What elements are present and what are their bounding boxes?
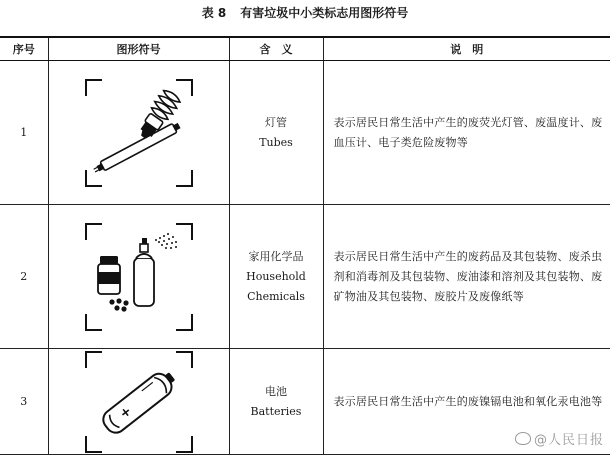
header-description: 说 明 <box>323 37 610 61</box>
symbol-cell <box>48 205 229 349</box>
meaning-en-line-2: Chemicals <box>247 289 305 303</box>
table-header-row <box>0 37 610 61</box>
meaning-zh: 家用化学品 <box>248 249 304 263</box>
row-number: 3 <box>0 349 48 455</box>
description-cell: 表示居民日常生活中产生的废药品及其包装物、废杀虫剂和消毒剂及其包装物、废油漆和溶剂及其包装物、废矿物油及其包装物、废胶片及废像纸等 <box>323 205 610 349</box>
watermark <box>515 429 604 448</box>
meaning-zh: 灯管 <box>265 115 287 129</box>
meaning-zh: 电池 <box>265 384 287 398</box>
meaning-cell <box>229 61 323 205</box>
table-row <box>0 205 610 349</box>
watermark-text: @人民日报 <box>533 433 604 448</box>
row-number: 2 <box>0 205 48 349</box>
meaning-en: Batteries <box>250 404 302 418</box>
row-number: 1 <box>0 61 48 205</box>
meaning-en: Tubes <box>259 135 293 149</box>
header-meaning: 含 义 <box>229 37 323 61</box>
table-caption <box>0 4 610 21</box>
symbol-cell <box>48 61 229 205</box>
header-symbol: 图形符号 <box>48 37 229 61</box>
symbol-cell <box>48 349 229 455</box>
medicine-bottle-and-spray-can-icon <box>84 222 194 332</box>
hazardous-waste-symbol-table <box>0 36 610 455</box>
weibo-logo-icon <box>515 432 531 445</box>
battery-icon <box>84 350 194 454</box>
fluorescent-tube-and-bulb-icon <box>84 78 194 188</box>
description-cell: 表示居民日常生活中产生的废镍镉电池和氧化汞电池等 <box>323 349 610 455</box>
description-cell: 表示居民日常生活中产生的废荧光灯管、废温度计、废血压计、电子类危险废物等 <box>323 61 610 205</box>
table-title: 有害垃圾中小类标志用图形符号 <box>240 6 409 20</box>
meaning-cell <box>229 349 323 455</box>
table-row <box>0 61 610 205</box>
header-serial-no: 序号 <box>0 37 48 61</box>
meaning-en-line-1: Household <box>246 269 306 283</box>
table-number: 表 8 <box>201 6 227 20</box>
meaning-cell <box>229 205 323 349</box>
